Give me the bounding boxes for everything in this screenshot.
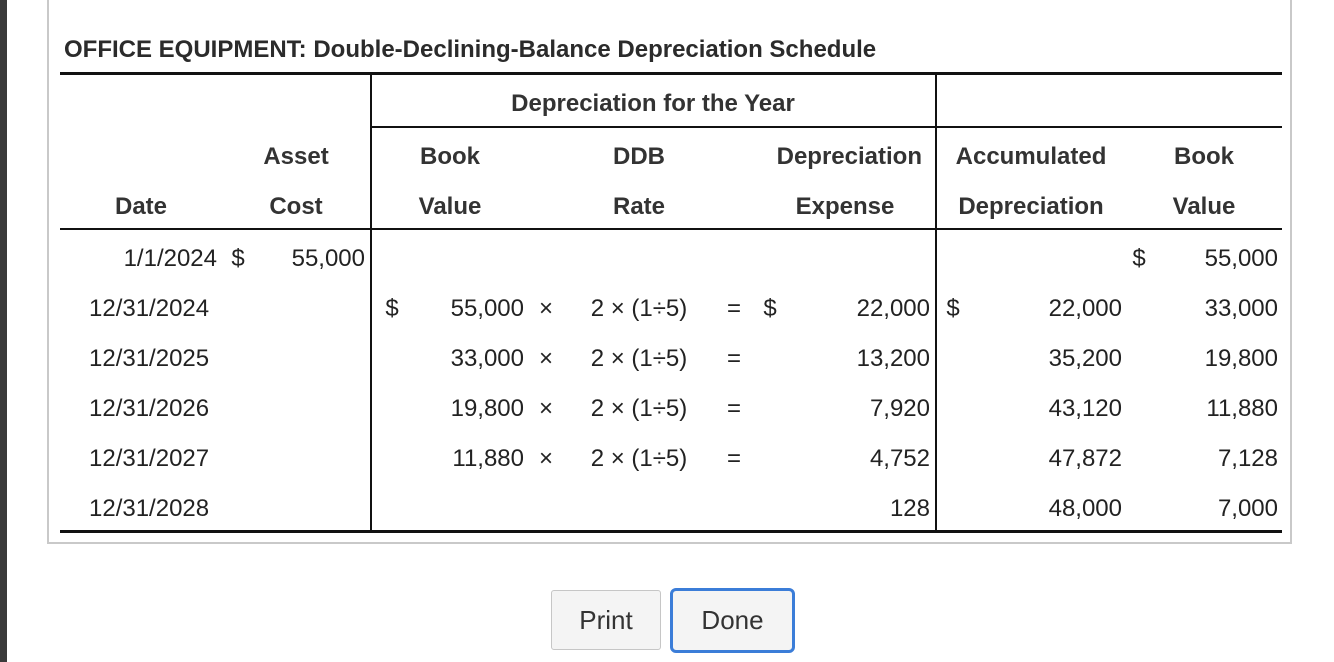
cell-expense: 7,920 xyxy=(869,395,930,422)
cell-times: × xyxy=(538,295,554,322)
cell-book-value: 55,000 xyxy=(450,295,524,322)
header-date: Date xyxy=(114,193,168,220)
cell-cost: 55,000 xyxy=(291,245,365,272)
cell-end-value: 19,800 xyxy=(1204,345,1278,372)
cell-accumulated: 22,000 xyxy=(1048,295,1122,322)
cell-equals: = xyxy=(726,345,742,372)
header-rate: Rate xyxy=(612,193,666,220)
cell-rate: 2 × (1÷5) xyxy=(590,445,688,472)
table-top-rule xyxy=(60,72,1282,75)
group-header-rule xyxy=(371,126,1282,128)
column-divider-left xyxy=(370,74,372,532)
cell-date: 12/31/2028 xyxy=(89,495,210,522)
header-ddb: DDB xyxy=(613,143,665,170)
cell-date: 12/31/2025 xyxy=(89,345,210,372)
header-value: Value xyxy=(418,193,482,220)
cell-bv-dollar: $ xyxy=(385,295,399,322)
cell-date: 12/31/2026 xyxy=(89,395,210,422)
cell-end-value: 11,880 xyxy=(1206,395,1278,422)
cell-expense: 13,200 xyxy=(856,345,930,372)
cell-times: × xyxy=(538,345,554,372)
done-button[interactable]: Done xyxy=(670,588,795,653)
window-edge xyxy=(0,0,7,662)
cell-date: 12/31/2024 xyxy=(89,295,210,322)
cell-end-value: 55,000 xyxy=(1204,245,1278,272)
cell-times: × xyxy=(538,445,554,472)
page-title: OFFICE EQUIPMENT: Double-Declining-Balance Depreciation Schedule xyxy=(64,36,877,63)
table-bottom-rule xyxy=(60,530,1282,533)
cell-equals: = xyxy=(726,445,742,472)
cell-expense: 22,000 xyxy=(856,295,930,322)
cell-accumulated: 47,872 xyxy=(1048,445,1122,472)
cell-acc-dollar: $ xyxy=(946,295,960,322)
cell-rate: 2 × (1÷5) xyxy=(590,395,688,422)
cell-times: × xyxy=(538,395,554,422)
cell-date: 12/31/2027 xyxy=(89,445,210,472)
cell-cost-dollar: $ xyxy=(231,245,245,272)
header-accumulated: Accumulated xyxy=(955,143,1107,170)
header-bottom-rule xyxy=(60,228,1282,230)
cell-date: 1/1/2024 xyxy=(123,245,217,272)
print-button[interactable]: Print xyxy=(551,590,661,650)
cell-accumulated: 43,120 xyxy=(1048,395,1122,422)
cell-end-value: 7,000 xyxy=(1217,495,1278,522)
header-cost: Cost xyxy=(269,193,323,220)
cell-accumulated: 48,000 xyxy=(1048,495,1122,522)
column-divider-right xyxy=(935,74,937,532)
cell-exp-dollar: $ xyxy=(763,295,777,322)
cell-accumulated: 35,200 xyxy=(1048,345,1122,372)
header-expense: Expense xyxy=(795,193,895,220)
cell-rate: 2 × (1÷5) xyxy=(590,295,688,322)
cell-end-value: 7,128 xyxy=(1217,445,1278,472)
cell-rate: 2 × (1÷5) xyxy=(590,345,688,372)
cell-equals: = xyxy=(726,395,742,422)
cell-book-value: 33,000 xyxy=(450,345,524,372)
cell-end-dollar: $ xyxy=(1132,245,1146,272)
cell-expense: 128 xyxy=(889,495,930,522)
header-accum-depreciation: Depreciation xyxy=(958,193,1104,220)
header-ending-value: Value xyxy=(1172,193,1236,220)
cell-book-value: 11,880 xyxy=(452,445,524,472)
cell-end-value: 33,000 xyxy=(1204,295,1278,322)
header-depreciation: Depreciation xyxy=(776,143,922,170)
header-ending-book: Book xyxy=(1174,143,1234,170)
group-header: Depreciation for the Year xyxy=(511,90,795,117)
cell-expense: 4,752 xyxy=(869,445,930,472)
header-asset: Asset xyxy=(263,143,329,170)
header-book: Book xyxy=(420,143,480,170)
cell-equals: = xyxy=(726,295,742,322)
cell-book-value: 19,800 xyxy=(450,395,524,422)
